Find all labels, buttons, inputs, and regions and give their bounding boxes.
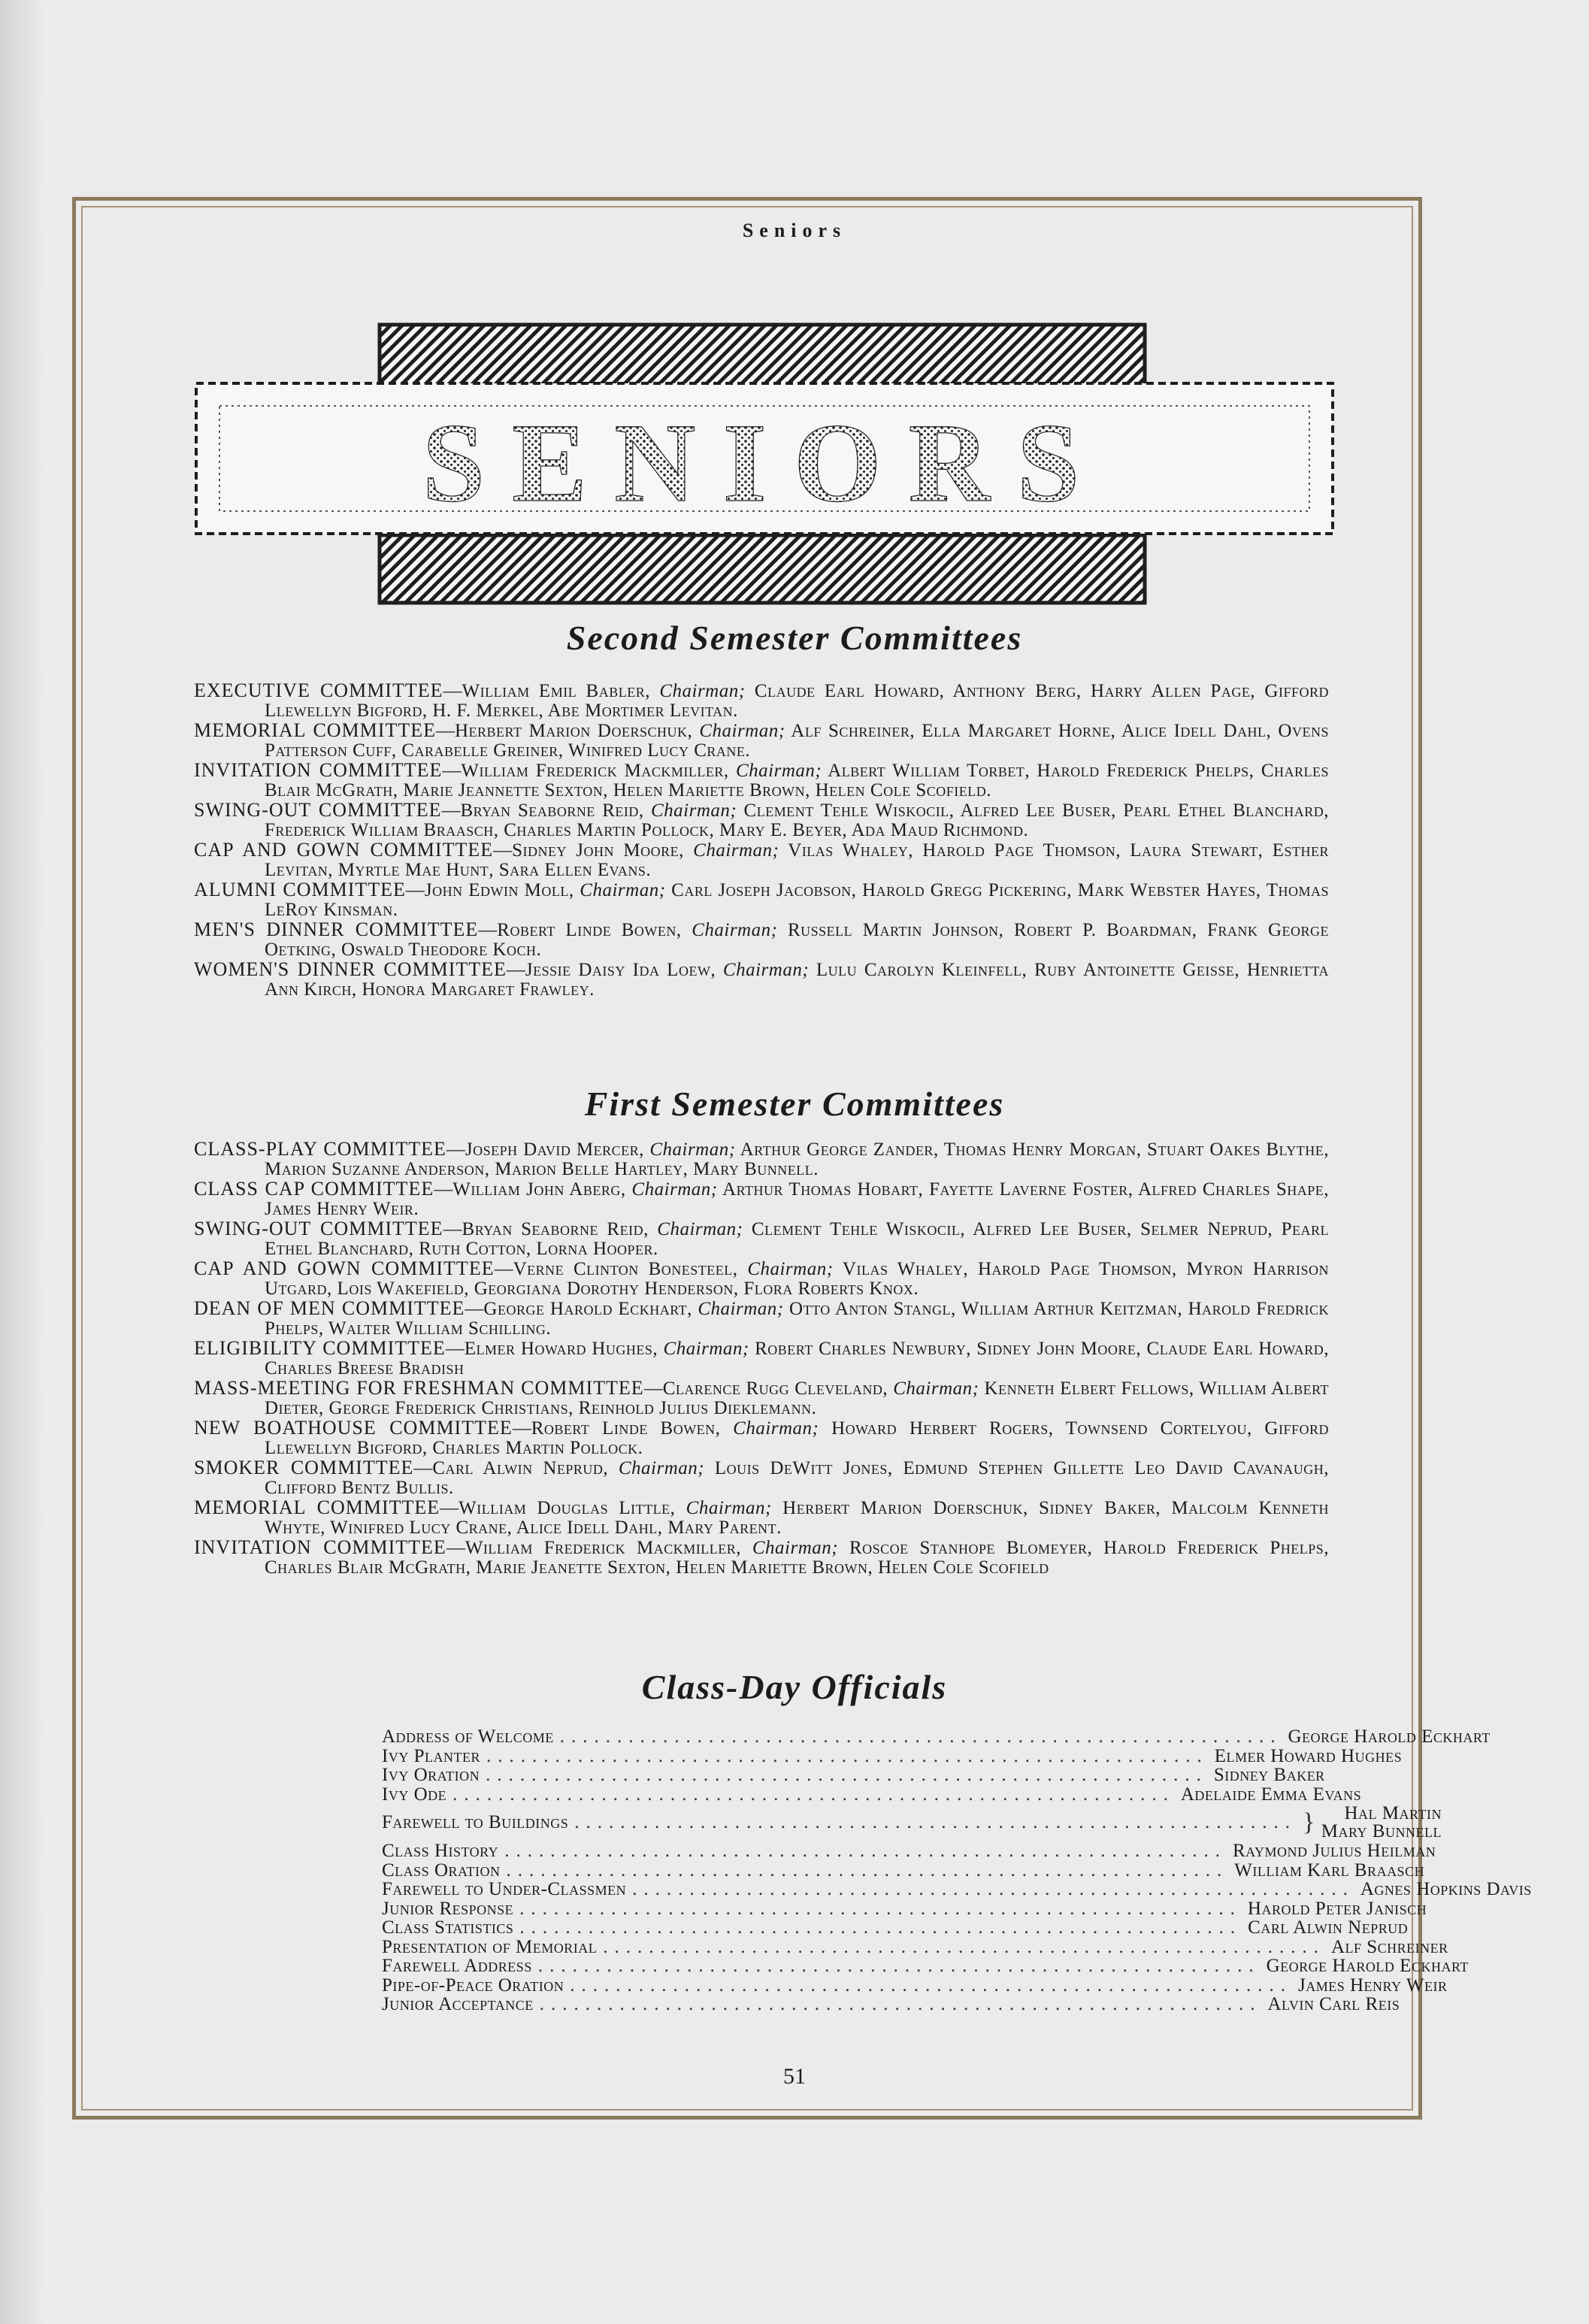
committee-entry: DEAN OF MEN COMMITTEE—George Harold Eckhart, Chairman; Otto Anton Stangl, William Arthur Keitzman, Harold Fredrick Phelps, Walter William Schilling. bbox=[194, 1297, 1330, 1339]
brace-mark: } bbox=[1302, 1808, 1315, 1837]
first-semester-heading: First Semester Committees bbox=[584, 1085, 1005, 1123]
official-row: Pipe-of-Peace Oration ............................................................... James Henry Weir bbox=[382, 1974, 1448, 1996]
committee-entry: INVITATION COMMITTEE—William Frederick Mackmiller, Chairman; Albert William Torbet, Harold Frederick Phelps, Charles Blair McGrath, Marie Jeannette Sexton, Helen Mariette Brown, Helen Cole Scofield. bbox=[194, 759, 1329, 800]
official-row: Class History ............................................................... Raymond Julius Heilman bbox=[382, 1841, 1436, 1861]
official-row: Junior Acceptance ............................................................... Alvin Carl Reis bbox=[382, 1994, 1400, 2014]
committee-entry: CAP AND GOWN COMMITTEE—Verne Clinton Bonesteel, Chairman; Vilas Whaley, Harold Page Thomson, Myron Harrison Utgard, Lois Wakefield, Georgiana Dorothy Henderson, Flora Roberts Knox. bbox=[194, 1257, 1329, 1299]
committee-entry: INVITATION COMMITTEE—William Frederick Mackmiller, Chairman; Roscoe Stanhope Blomeyer, Harold Frederick Phelps, Charles Blair McGrath, Marie Jeanette Sexton, Helen Mariette Brown, Helen Cole Scofield bbox=[194, 1536, 1329, 1578]
seniors-banner bbox=[0, 0, 1589, 616]
committee-entry: CLASS CAP COMMITTEE—William John Aberg, Chairman; Arthur Thomas Hobart, Fayette Laverne Foster, Alfred Charles Shape, James Henry Weir. bbox=[194, 1178, 1329, 1219]
official-row: Ivy Oration ............................................................... Sidney Baker bbox=[382, 1765, 1325, 1785]
committee-entry: MEMORIAL COMMITTEE—William Douglas Little, Chairman; Herbert Marion Doerschuk, Sidney Baker, Malcolm Kenneth Whyte, Winifred Lucy Crane, Alice Idell Dahl, Mary Parent. bbox=[194, 1496, 1329, 1538]
committee-entry: MASS-MEETING FOR FRESHMAN COMMITTEE—Clarence Rugg Cleveland, Chairman; Kenneth Elbert Fellows, William Albert Dieter, George Frederick Christians, Reinhold Julius Dieklemann. bbox=[194, 1377, 1329, 1418]
official-row: Farewell to Under-Classmen ............................................................... Agnes Hopkins Davis bbox=[382, 1879, 1532, 1899]
banner-title: SENIORS bbox=[422, 401, 1107, 525]
committee-entry: ALUMNI COMMITTEE—John Edwin Moll, Chairman; Carl Joseph Jacobson, Harold Gregg Pickering, Mark Webster Hayes, Thomas LeRoy Kinsman. bbox=[194, 879, 1329, 920]
committee-entry: MEMORIAL COMMITTEE—Herbert Marion Doerschuk, Chairman; Alf Schreiner, Ella Margaret Horne, Alice Idell Dahl, Ovens Patterson Cuff, Carabelle Greiner, Winifred Lucy Crane. bbox=[194, 719, 1329, 761]
second-semester-list bbox=[194, 681, 1329, 1000]
second-semester-heading: Second Semester Committees bbox=[566, 619, 1023, 657]
first-semester-list bbox=[194, 1139, 1329, 1578]
official-row: Ivy Ode ............................................................... Adelaide Emma Evans bbox=[382, 1784, 1362, 1805]
page-number: 51 bbox=[783, 2064, 806, 2089]
official-row: Ivy Planter ............................................................... Elmer Howard Hughes bbox=[382, 1745, 1403, 1766]
official-row: Class Oration ............................................................... William Karl Braasch bbox=[382, 1860, 1425, 1881]
committee-entry: MEN'S DINNER COMMITTEE—Robert Linde Bowen, Chairman; Russell Martin Johnson, Robert P. Boardman, Frank George Oetking, Oswald Theodore Koch. bbox=[194, 918, 1330, 960]
running-head: Seniors bbox=[742, 219, 847, 241]
official-row: Presentation of Memorial ............................................................... Alf Schreiner bbox=[382, 1936, 1448, 1957]
committee-entry: SMOKER COMMITTEE—Carl Alwin Neprud, Chairman; Louis DeWitt Jones, Edmund Stephen Gillette Leo David Cavanaugh, Clifford Bentz Bullis. bbox=[194, 1457, 1329, 1498]
committee-entry: EXECUTIVE COMMITTEE—William Emil Babler, Chairman; Claude Earl Howard, Anthony Berg, Harry Allen Page, Gifford Llewellyn Bigford, H. F. Merkel, Abe Mortimer Levitan. bbox=[194, 679, 1329, 721]
committee-entry: SWING-OUT COMMITTEE—Bryan Seaborne Reid, Chairman; Clement Tehle Wiskocil, Alfred Lee Buser, Selmer Neprud, Pearl Ethel Blanchard, Ruth Cotton, Lorna Hooper. bbox=[194, 1218, 1329, 1259]
official-row: Junior Response ............................................................... Harold Peter Janisch bbox=[382, 1898, 1427, 1919]
official-row: Address of Welcome ............................................................... George Harold Eckhart bbox=[382, 1726, 1491, 1747]
class-day-officials bbox=[382, 1726, 1532, 2014]
committee-entry: CAP AND GOWN COMMITTEE—Sidney John Moore, Chairman; Vilas Whaley, Harold Page Thomson, Laura Stewart, Esther Levitan, Myrtle Mae Hunt, Sara Ellen Evans. bbox=[194, 839, 1329, 880]
official-row: Farewell to Buildings ............................................................... } Hal Martin Mary Bunnell bbox=[382, 1803, 1442, 1841]
committee-entry: ELIGIBILITY COMMITTEE—Elmer Howard Hughes, Chairman; Robert Charles Newbury, Sidney John Moore, Claude Earl Howard, Charles Breese Bradish bbox=[194, 1337, 1329, 1378]
committee-entry: CLASS-PLAY COMMITTEE—Joseph David Mercer, Chairman; Arthur George Zander, Thomas Henry Morgan, Stuart Oakes Blythe, Marion Suzanne Anderson, Marion Belle Hartley, Mary Bunnell. bbox=[194, 1138, 1329, 1179]
committee-entry: SWING-OUT COMMITTEE—Bryan Seaborne Reid, Chairman; Clement Tehle Wiskocil, Alfred Lee Buser, Pearl Ethel Blanchard, Frederick William Braasch, Charles Martin Pollock, Mary E. Beyer, Ada Maud Richmond. bbox=[194, 799, 1329, 840]
official-row: Farewell Address ............................................................... George Harold Eckhart bbox=[382, 1956, 1469, 1976]
committee-entry: WOMEN'S DINNER COMMITTEE—Jessie Daisy Ida Loew, Chairman; Lulu Carolyn Kleinfell, Ruby Antoinette Geisse, Henrietta Ann Kirch, Honora Margaret Frawley. bbox=[194, 958, 1329, 1000]
class-day-heading: Class-Day Officials bbox=[641, 1668, 948, 1706]
committee-entry: NEW BOATHOUSE COMMITTEE—Robert Linde Bowen, Chairman; Howard Herbert Rogers, Townsend Cortelyou, Gifford Llewellyn Bigford, Charles Martin Pollock. bbox=[194, 1417, 1329, 1458]
official-row: Class Statistics ............................................................... Carl Alwin Neprud bbox=[382, 1917, 1409, 1938]
